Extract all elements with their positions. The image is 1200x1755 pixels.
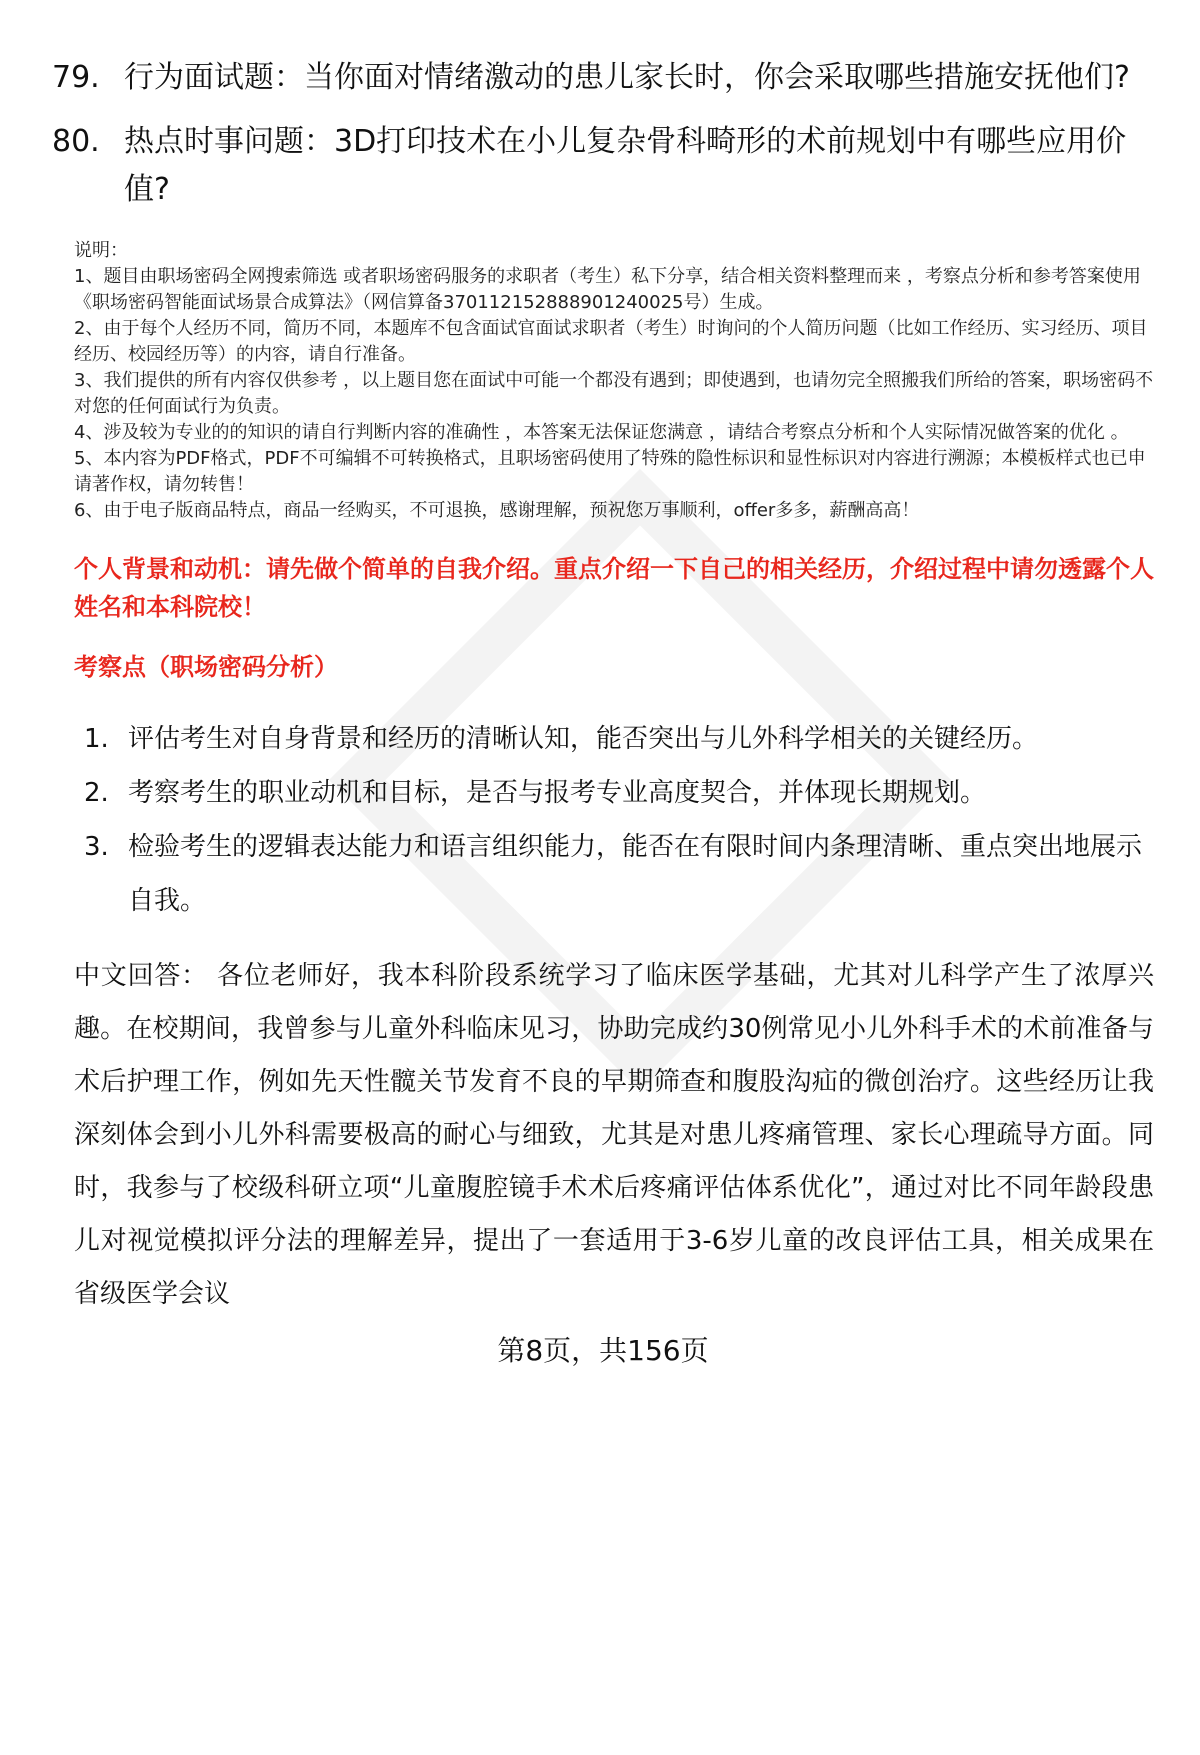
list-number: 1. [84,724,109,754]
question-79 [52,54,1154,102]
question-number: 79. [52,60,100,95]
note-item: 1、题目由职场密码全网搜索筛选 或者职场密码服务的求职者（考生）私下分享，结合相关资料整理而来 ，考察点分析和参考答案使用《职场密码智能面试场景合成算法》（网信算备370112152888901240025号）生成。 [74,266,1141,313]
note-item: 2、由于每个人经历不同，简历不同，本题库不包含面试官面试求职者（考生）时询问的个人简历问题（比如工作经历、实习经历、项目经历、校园经历等）的内容，请自行准备。 [74,318,1148,365]
page-footer: 第8页，共156页 [497,1334,709,1367]
list-item [84,712,1154,766]
question-80 [52,118,1154,214]
list-number: 2. [84,778,109,808]
question-text: 热点时事问题：3D打印技术在小儿复杂骨科畸形的术前规划中有哪些应用价值? [124,124,1127,207]
note-item: 4、涉及较为专业的的知识的请自行判断内容的准确性 ，本答案无法保证您满意 ，请结合考察点分析和个人实际情况做答案的优化 。 [74,422,1129,443]
list-item [84,766,1154,820]
note-item: 5、本内容为PDF格式，PDF不可编辑不可转换格式，且职场密码使用了特殊的隐性标识和显性标识对内容进行溯源；本模板样式也已申请著作权，请勿转售！ [74,448,1146,495]
list-item [84,820,1154,928]
answer-text: 中文回答： 各位老师好，我本科阶段系统学习了临床医学基础，尤其对儿科学产生了浓厚兴趣。在校期间，我曾参与儿童外科临床见习，协助完成约30例常见小儿外科手术的术前准备与术后护理工作，例如先天性髋关节发育不良的早期筛查和腹股沟疝的微创治疗。这些经历让我深刻体会到小儿外科需要极高的耐心与细致，尤其是对患儿疼痛管理、家长心理疏导方面。同时，我参与了校级科研立项“儿童腹腔镜手术术后疼痛评估体系优化”，通过对比不同年龄段患儿对视觉模拟评分法的理解差异，提出了一套适用于3-6岁儿童的改良评估工具，相关成果在省级医学会议 [74,961,1154,1309]
note-item: 6、由于电子版商品特点，商品一经购买，不可退换，感谢理解，预祝您万事顺利，offer多多，薪酬高高！ [74,500,920,521]
analysis-heading: 考察点（职场密码分析） [74,653,338,681]
page-content [52,54,1154,1371]
list-text: 评估考生对自身背景和经历的清晰认知，能否突出与儿外科学相关的关键经历。 [128,724,1039,754]
question-heading: 个人背景和动机：请先做个简单的自我介绍。重点介绍一下自己的相关经历，介绍过程中请勿透露个人姓名和本科院校！ [74,555,1154,621]
analysis-list [84,712,1154,928]
note-item: 3、我们提供的所有内容仅供参考 ，以上题目您在面试中可能一个都没有遇到；即使遇到，也请勿完全照搬我们所给的答案，职场密码不对您的任何面试行为负责。 [74,370,1154,417]
list-text: 考察考生的职业动机和目标，是否与报考专业高度契合，并体现长期规划。 [128,778,987,808]
notes-title: 说明： [74,240,128,261]
question-number: 80. [52,124,100,159]
list-number: 3. [84,832,109,862]
list-text: 检验考生的逻辑表达能力和语言组织能力，能否在有限时间内条理清晰、重点突出地展示自我。 [128,832,1143,916]
question-text: 行为面试题：当你面对情绪激动的患儿家长时，你会采取哪些措施安抚他们? [124,60,1130,95]
notes-section [74,238,1154,524]
